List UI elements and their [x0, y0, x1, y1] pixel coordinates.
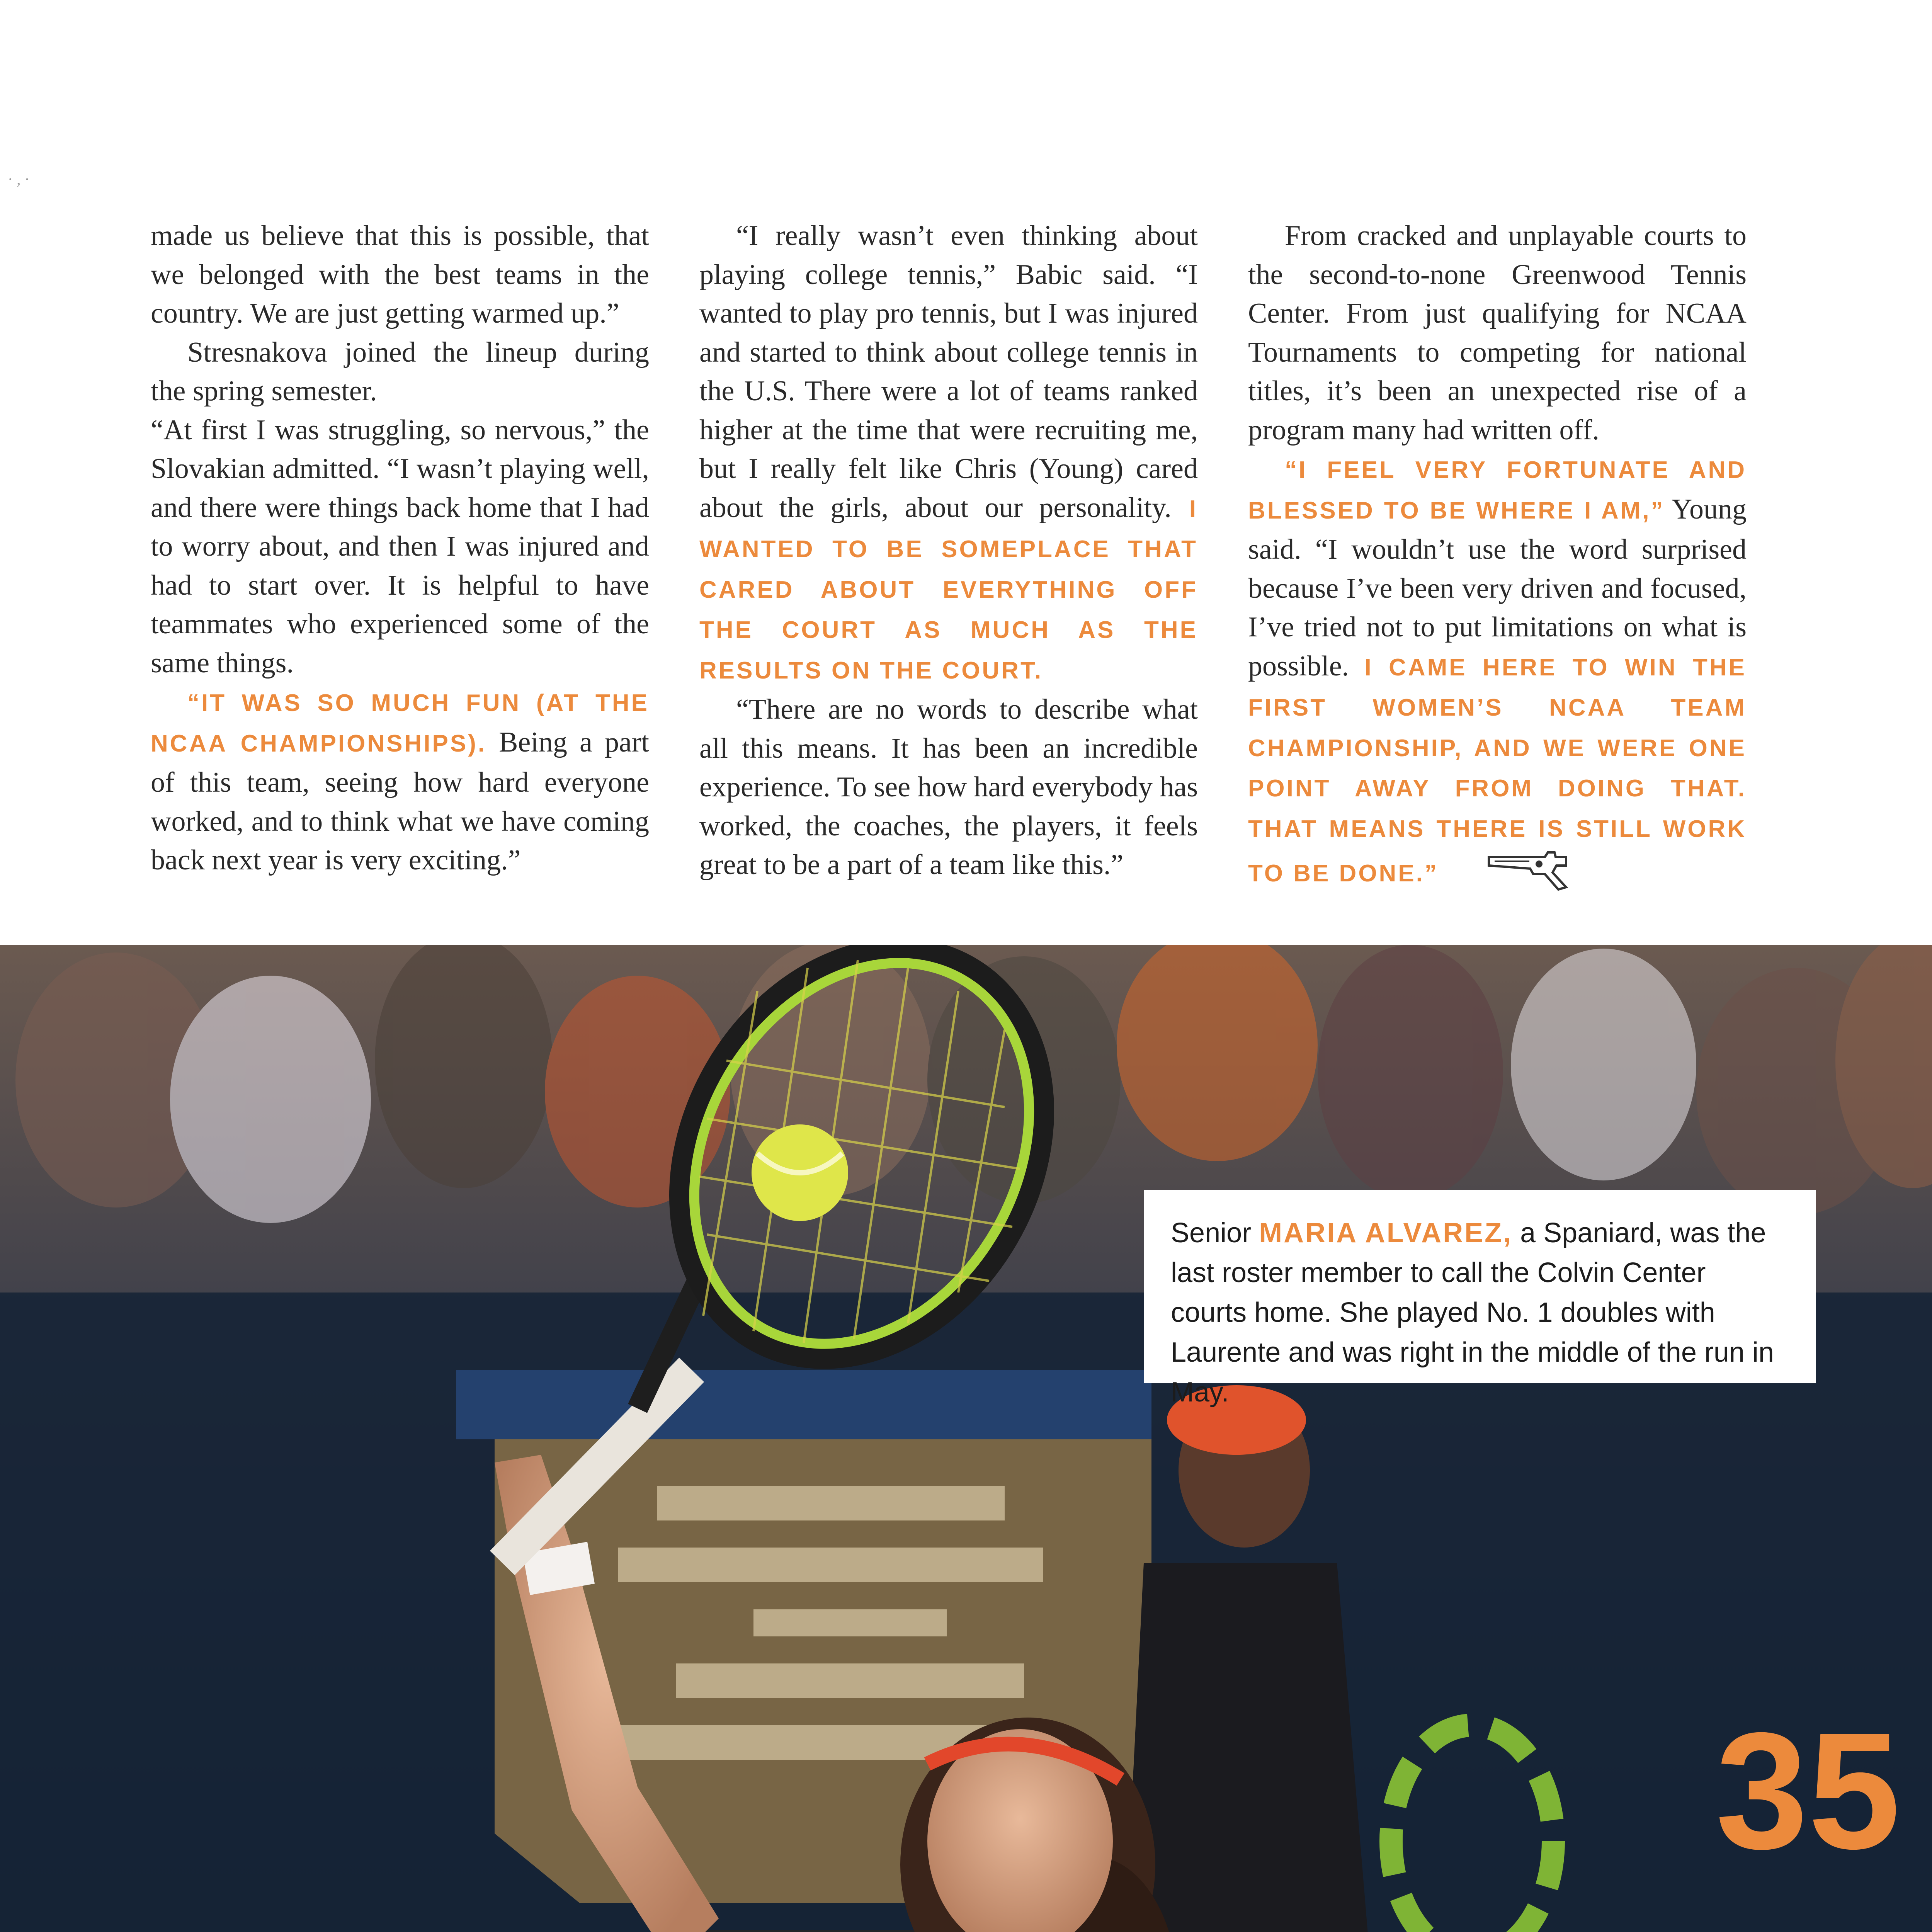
- paragraph: Stresnakova joined the lineup during the spring semester.: [151, 336, 649, 407]
- pull-quote: I WANTED TO BE SOMEPLACE THAT CARED ABOUT EVERYTHING OFF THE COURT AS MUCH AS THE RESULTS ON THE COURT.: [699, 495, 1198, 684]
- paragraph: “At first I was struggling, so nervous,” the Slovakian admitted. “I wasn’t playing well, and there were things back home that I had to worry about, and then I was injured and had to start over. It is helpful to have teammates who experienced some of the same things.: [151, 414, 649, 679]
- paragraph-text: Young said. “I wouldn’t use the word surprised because I’ve been very driven and focused, I’ve tried not to put limitations on what is possible.: [1248, 493, 1747, 682]
- column-3: [1248, 216, 1747, 901]
- scan-mark: · , ·: [8, 170, 30, 188]
- pull-quote: I CAME HERE TO WIN THE FIRST WOMEN’S NCAA TEAM CHAMPIONSHIP, AND WE WERE ONE POINT AWAY FROM DOING THAT. THAT MEANS THERE IS STILL WORK TO BE DONE.”: [1248, 654, 1747, 887]
- paragraph-text: “I really wasn’t even thinking about playing college tennis,” Babic said. “I wanted to play pro tennis, but I was injured and started to think about college tennis in the U.S. There were a lot of teams ranked higher at the time that were recruiting me, but I really felt like Chris (Young) cared about the girls, about our personality.: [699, 220, 1198, 524]
- paragraph: From cracked and unplayable courts to the second-to-none Greenwood Tennis Center. From just qualifying for NCAA Tournaments to competing for national titles, it’s been an unexpected rise of a program many had written off.: [1248, 220, 1747, 446]
- caption-text: a Spaniard, was the last roster member to call the Colvin Center courts home. She played No. 1 doubles with Laurente and was right in the middle of the run in May.: [1171, 1218, 1774, 1408]
- column-2: [699, 216, 1198, 884]
- page-number: 35: [1716, 1708, 1901, 1874]
- paragraph: [151, 682, 649, 880]
- photo-caption: [1144, 1190, 1816, 1408]
- paragraph: [1248, 449, 1747, 901]
- paragraph: “There are no words to describe what all this means. It has been an incredible experience. To see how hard everybody has worked, the coaches, the players, it feels great to be a part of a team like this.”: [699, 694, 1198, 881]
- paragraph: made us believe that this is possible, that we belonged with the best teams in the country. We are just getting warmed up.”: [151, 220, 649, 329]
- pull-quote: “I FEEL VERY FORTUNATE AND BLESSED TO BE WHERE I AM,”: [1248, 457, 1747, 524]
- tennis-photo: [0, 945, 1932, 1932]
- article-columns: [151, 216, 1754, 920]
- paragraph-text: Being a part of this team, seeing how hard everyone worked, and to think what we have coming back next year is very exciting.”: [151, 726, 649, 876]
- caption-text: Senior: [1171, 1218, 1259, 1248]
- paragraph: [699, 216, 1198, 690]
- pull-quote: “IT WAS SO MUCH FUN (AT THE NCAA CHAMPIONSHIPS).: [151, 690, 649, 757]
- revolver-icon: [1450, 849, 1576, 901]
- column-1: [151, 216, 649, 880]
- caption-name: MARIA ALVAREZ,: [1259, 1218, 1513, 1248]
